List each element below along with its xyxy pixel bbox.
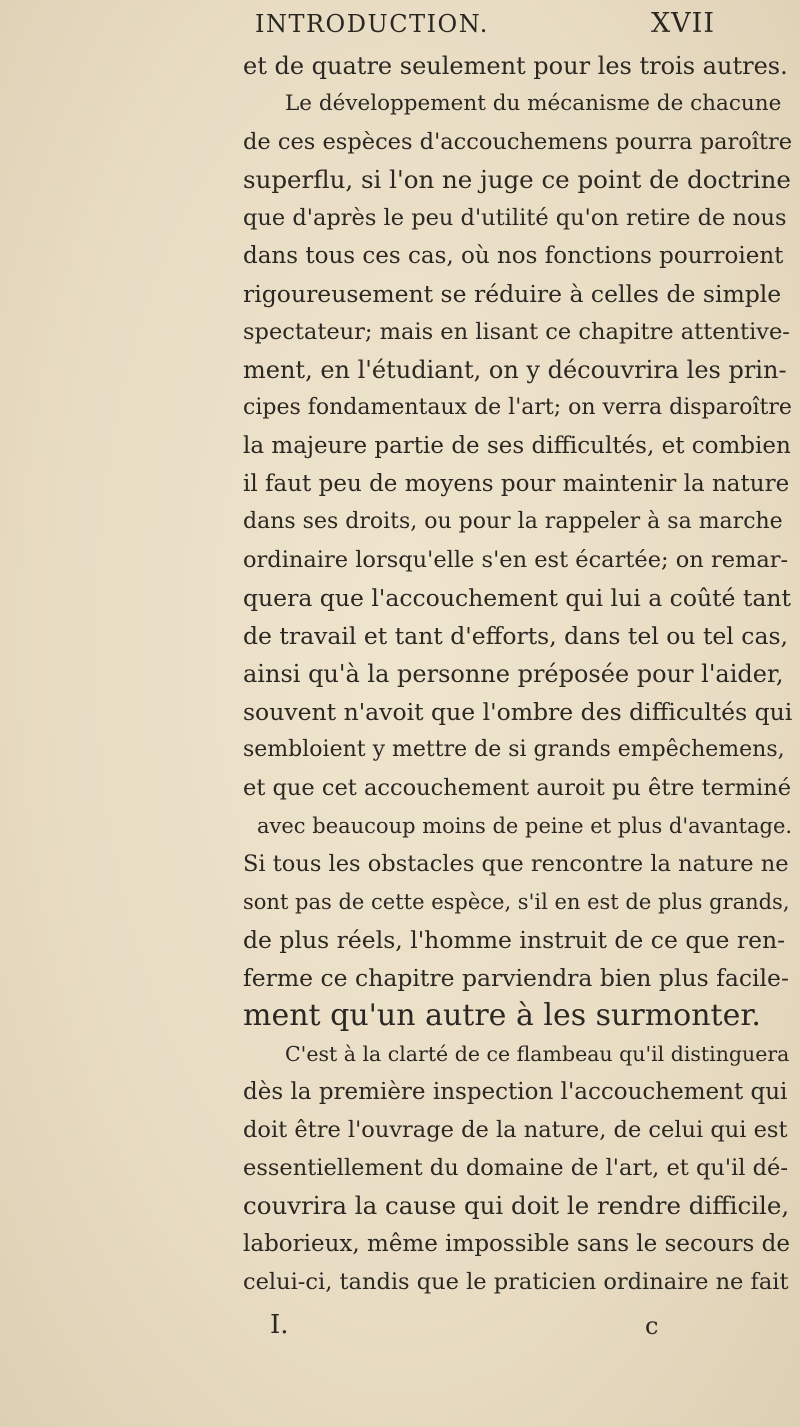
text-line: sembloient y mettre de si grands empêchemens, xyxy=(243,737,785,762)
text-line: ainsi qu'à la personne préposée pour l'aider, xyxy=(243,660,784,688)
text-line: laborieux, même impossible sans le secours de xyxy=(243,1231,790,1257)
text-line: doit être l'ouvrage de la nature, de celui qui est xyxy=(243,1117,788,1143)
text-line: superflu, si l'on ne juge ce point de doctrine xyxy=(243,165,791,194)
text-line: sont pas de cette espèce, s'il en est de plus grands, xyxy=(243,890,790,914)
text-line: de travail et tant d'efforts, dans tel ou tel cas, xyxy=(243,622,788,650)
page-number: XVII xyxy=(650,8,715,39)
text-line: que d'après le peu d'utilité qu'on retire de nous xyxy=(243,205,787,231)
text-line: spectateur; mais en lisant ce chapitre attentive- xyxy=(243,319,790,345)
text-line: quera que l'accouchement qui lui a coûté tant xyxy=(243,584,791,612)
page-header xyxy=(255,8,715,38)
text-line: ordinaire lorsqu'elle s'en est écartée; on remar- xyxy=(243,547,789,573)
text-line: rigoureusement se réduire à celles de simple xyxy=(243,280,782,308)
text-line: ment, en l'étudiant, on y découvrira les prin- xyxy=(243,356,787,384)
text-line: dès la première inspection l'accouchement qui xyxy=(243,1079,788,1105)
text-line: Si tous les obstacles que rencontre la nature ne xyxy=(243,851,789,877)
text-line: la majeure partie de ses difficultés, et combien xyxy=(243,433,791,459)
signature-mark-right: c xyxy=(645,1312,659,1340)
paragraph-start-line: Le développement du mécanisme de chacune xyxy=(285,91,782,116)
text-line: dans tous ces cas, où nos fonctions pourroient xyxy=(243,243,784,269)
text-line: et que cet accouchement auroit pu être terminé xyxy=(243,775,792,801)
text-line: couvrira la cause qui doit le rendre difficile, xyxy=(243,1191,790,1220)
text-line: de ces espèces d'accouchemens pourra paroître xyxy=(243,129,793,155)
text-line: de plus réels, l'homme instruit de ce que ren- xyxy=(243,926,786,954)
text-line: ferme ce chapitre parviendra bien plus facile- xyxy=(243,964,789,992)
text-line: celui-ci, tandis que le praticien ordinaire ne fait xyxy=(243,1269,789,1295)
text-line: il faut peu de moyens pour maintenir la nature xyxy=(243,471,790,497)
running-title: INTRODUCTION. xyxy=(255,10,489,38)
text-line: cipes fondamentaux de l'art; on verra disparoître xyxy=(243,395,792,420)
text-line: avec beaucoup moins de peine et plus d'avantage. xyxy=(257,814,793,838)
text-line: ment qu'un autre à les surmonter. xyxy=(243,998,761,1033)
text-line: souvent n'avoit que l'ombre des difficultés qui xyxy=(243,698,793,726)
text-line: essentiellement du domaine de l'art, et qu'il dé- xyxy=(243,1155,788,1181)
text-line: et de quatre seulement pour les trois autres. xyxy=(243,52,788,80)
signature-mark-left: I. xyxy=(270,1310,289,1340)
text-line: dans ses droits, ou pour la rappeler à sa marche xyxy=(243,509,783,534)
paragraph-start-line: C'est à la clarté de ce flambeau qu'il distinguera xyxy=(285,1042,790,1066)
page-footer xyxy=(0,1310,800,1346)
